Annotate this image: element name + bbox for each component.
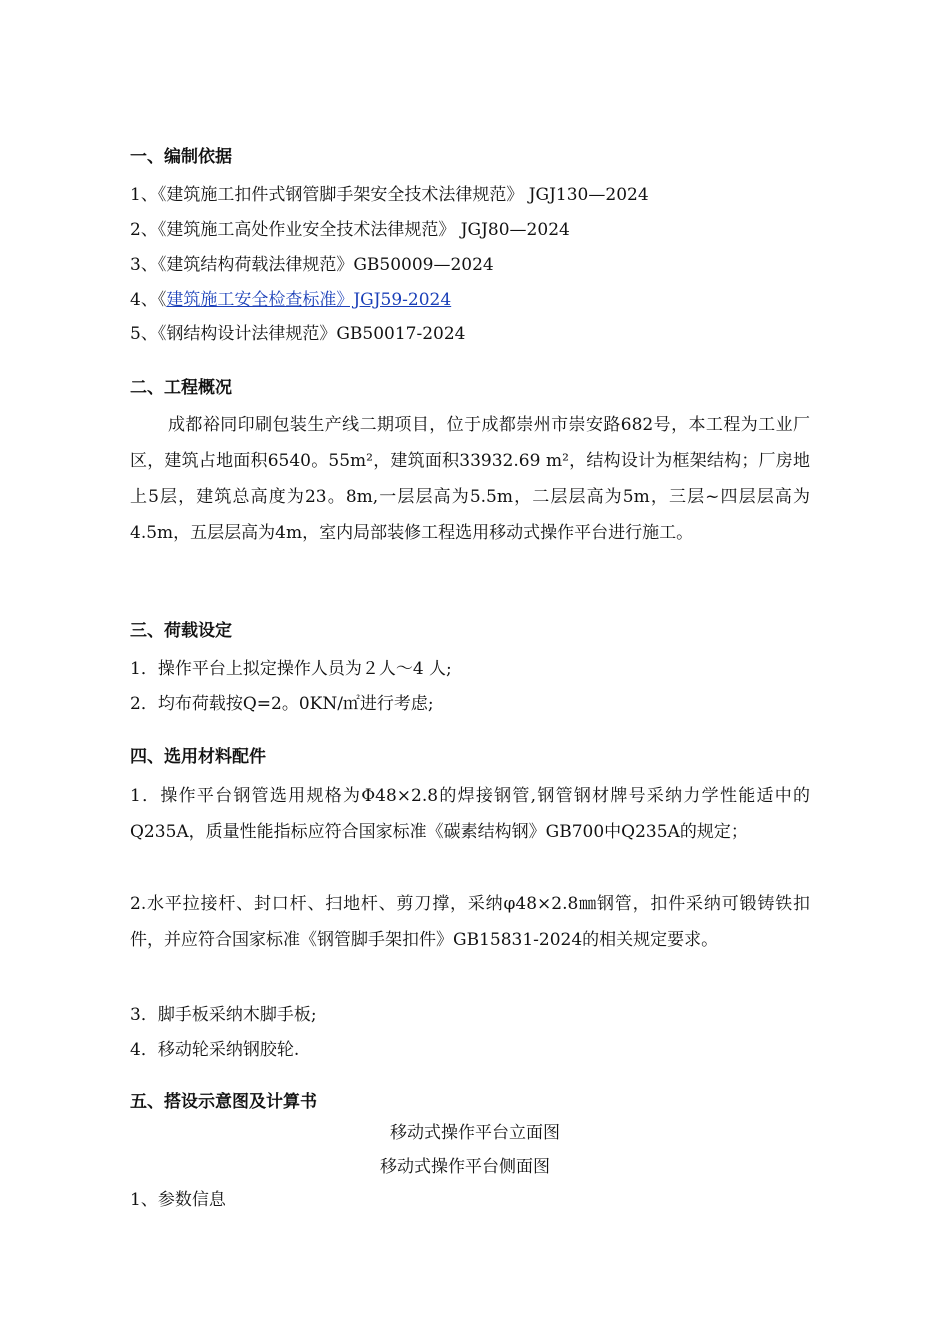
materials-paragraph-2: 2.水平拉接杆、封口杆、扫地杆、剪刀撑，采纳φ48×2.8㎜钢管，扣件采纳可锻铸铁扣件，并应符合国家标准《钢管脚手架扣件》GB15831-2024的相关规定要求。 [130,894,810,950]
load-item-2: 2．均布荷载按Q=2。0KN/㎡进行考虑; [130,694,434,714]
materials-paragraph-1: 1．操作平台钢管选用规格为Φ48×2.8的焊接钢管,钢管钢材牌号采纳力学性能适中的Q235A，质量性能指标应符合国家标准《碳素结构钢》GB700中Q235A的规定； [130,786,810,842]
section-heading-basis: 一、编制依据 [130,147,232,167]
section-heading-materials: 四、选用材料配件 [130,747,266,767]
figure-caption-elevation: 移动式操作平台立面图 [390,1123,560,1143]
basis-item-5: 5、《钢结构设计法律规范》GB50017-2024 [130,324,466,344]
load-item-1: 1．操作平台上拟定操作人员为２人～4 人; [130,659,452,679]
section-heading-load: 三、荷载设定 [130,621,232,641]
section-heading-diagram: 五、搭设示意图及计算书 [130,1092,317,1112]
basis-item-4-link[interactable]: 建筑施工安全检查标准》JGJ59-2024 [166,290,452,310]
basis-item-4-prefix: 4、《 [130,290,167,310]
basis-item-2: 2、《建筑施工高处作业安全技术法律规范》 JGJ80—2024 [130,220,570,240]
basis-item-1: 1、《建筑施工扣件式钢管脚手架安全技术法律规范》 JGJ130—2024 [130,185,649,205]
materials-item-4: 4．移动轮采纳钢胶轮. [130,1040,300,1060]
basis-item-3: 3、《建筑结构荷载法律规范》GB50009—2024 [130,255,494,275]
materials-item-3: 3．脚手板采纳木脚手板; [130,1005,317,1025]
figure-caption-side: 移动式操作平台侧面图 [380,1157,550,1177]
basis-item-4 [130,289,451,311]
section-heading-overview: 二、工程概况 [130,378,232,398]
parameter-info-heading: 1、参数信息 [130,1190,226,1210]
overview-paragraph: 成都裕同印刷包装生产线二期项目，位于成都崇州市崇安路682号，本工程为工业厂区，建筑占地面积6540。55m²，建筑面积33932.69 m²，结构设计为框架结构；厂房地上5层，建筑总高度为23。8m,一层层高为5.5m，二层层高为5m，三层~四层层高为4.5m，五层层高为4m，室内局部装修工程选用移动式操作平台进行施工。 [130,415,810,543]
